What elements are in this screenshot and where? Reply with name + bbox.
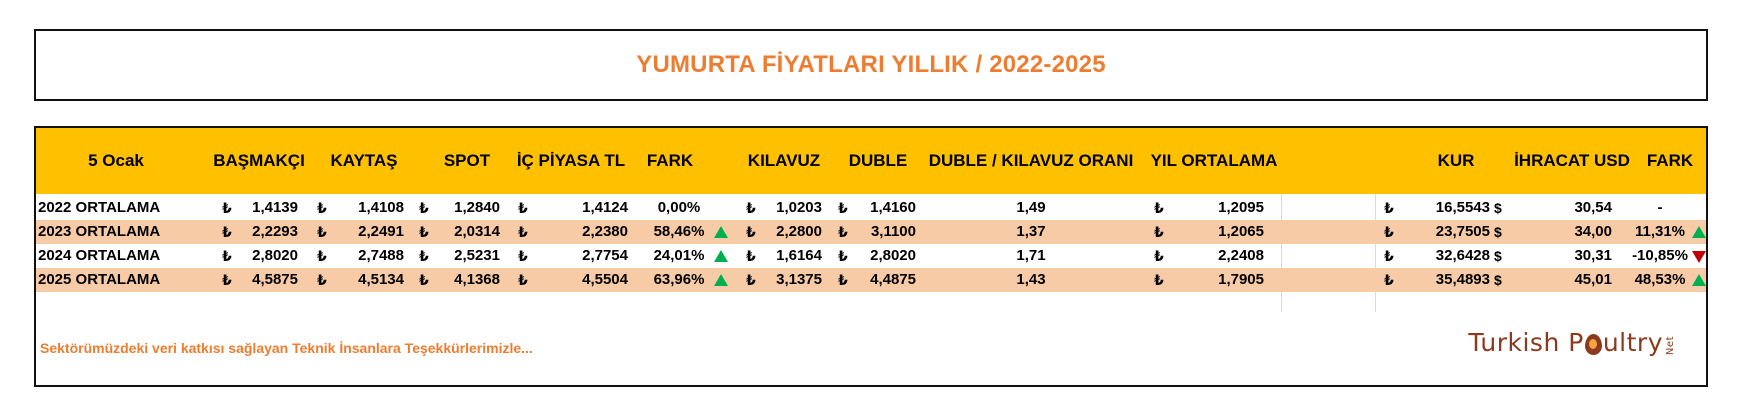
cell-oran: 1,49 bbox=[1016, 199, 1046, 216]
cell-kur: 35,4893 bbox=[1435, 271, 1490, 288]
usd-symbol: $ bbox=[1494, 248, 1502, 264]
cell-kaytas: 4,5134 bbox=[358, 271, 404, 288]
cell-fark1: 0,00% bbox=[657, 199, 701, 216]
egg-icon bbox=[1585, 334, 1602, 355]
lira-symbol: ₺ bbox=[518, 272, 528, 288]
cell-label: 2023 ORTALAMA bbox=[38, 223, 161, 240]
cell-kur: 23,7505 bbox=[1435, 223, 1490, 240]
lira-symbol: ₺ bbox=[317, 224, 327, 240]
cell-spot: 2,0314 bbox=[454, 223, 500, 240]
table-header bbox=[36, 128, 1706, 194]
lira-symbol: ₺ bbox=[518, 200, 528, 216]
lira-symbol: ₺ bbox=[746, 224, 756, 240]
trend-up-icon bbox=[714, 274, 728, 286]
cell-fark2: 48,53% bbox=[1634, 271, 1686, 288]
usd-symbol: $ bbox=[1494, 272, 1502, 288]
cell-basmakci: 2,8020 bbox=[252, 247, 298, 264]
cell-duble: 1,4160 bbox=[870, 199, 916, 216]
cell-ihracat: 30,54 bbox=[1574, 199, 1612, 216]
trend-up-icon bbox=[1692, 226, 1706, 238]
lira-symbol: ₺ bbox=[419, 224, 429, 240]
lira-symbol: ₺ bbox=[1154, 224, 1164, 240]
lira-symbol: ₺ bbox=[222, 224, 232, 240]
trend-up-icon bbox=[1692, 274, 1706, 286]
lira-symbol: ₺ bbox=[838, 248, 848, 264]
lira-symbol: ₺ bbox=[222, 200, 232, 216]
cell-basmakci: 2,2293 bbox=[252, 223, 298, 240]
cell-duble: 3,1100 bbox=[870, 223, 916, 240]
lira-symbol: ₺ bbox=[838, 272, 848, 288]
cell-ihracat: 45,01 bbox=[1574, 271, 1612, 288]
lira-symbol: ₺ bbox=[1154, 248, 1164, 264]
lira-symbol: ₺ bbox=[746, 248, 756, 264]
header-ihracat: İHRACAT USD bbox=[1514, 151, 1630, 170]
header-oran: DUBLE / KILAVUZ ORANI bbox=[928, 151, 1134, 170]
cell-label: 2022 ORTALAMA bbox=[38, 199, 161, 216]
cell-yil-ort: 2,2408 bbox=[1218, 247, 1264, 264]
table-row bbox=[36, 244, 1706, 268]
cell-label: 2025 ORTALAMA bbox=[38, 271, 161, 288]
cell-basmakci: 1,4139 bbox=[252, 199, 298, 216]
logo-suffix: Net bbox=[1665, 335, 1676, 355]
cell-kilavuz: 1,0203 bbox=[776, 199, 822, 216]
lira-symbol: ₺ bbox=[1384, 272, 1394, 288]
footer-thanks: Sektörümüzdeki veri katkısı sağlayan Teknik İnsanlara Teşekkürlerimizle... bbox=[40, 340, 533, 356]
price-table bbox=[34, 126, 1708, 387]
lira-symbol: ₺ bbox=[746, 200, 756, 216]
header-kaytas: KAYTAŞ bbox=[330, 151, 398, 170]
lira-symbol: ₺ bbox=[746, 272, 756, 288]
lira-symbol: ₺ bbox=[838, 200, 848, 216]
cell-kilavuz: 2,2800 bbox=[776, 223, 822, 240]
lira-symbol: ₺ bbox=[518, 248, 528, 264]
lira-symbol: ₺ bbox=[222, 248, 232, 264]
header-fark: FARK bbox=[646, 151, 694, 170]
lira-symbol: ₺ bbox=[317, 248, 327, 264]
cell-fark2: - bbox=[1657, 199, 1663, 216]
lira-symbol: ₺ bbox=[1384, 200, 1394, 216]
title-box bbox=[34, 29, 1708, 101]
lira-symbol: ₺ bbox=[838, 224, 848, 240]
cell-spot: 1,2840 bbox=[454, 199, 500, 216]
logo-text-2: ultry bbox=[1602, 328, 1663, 357]
cell-fark1: 24,01% bbox=[653, 247, 705, 264]
trend-down-icon bbox=[1692, 251, 1706, 263]
lira-symbol: ₺ bbox=[1384, 248, 1394, 264]
lira-symbol: ₺ bbox=[419, 248, 429, 264]
lira-symbol: ₺ bbox=[317, 200, 327, 216]
cell-duble: 4,4875 bbox=[870, 271, 916, 288]
lira-symbol: ₺ bbox=[1154, 272, 1164, 288]
usd-symbol: $ bbox=[1494, 200, 1502, 216]
header-ic-piyasa: İÇ PİYASA TL bbox=[516, 151, 626, 170]
cell-oran: 1,71 bbox=[1016, 247, 1046, 264]
lira-symbol: ₺ bbox=[1384, 224, 1394, 240]
header-duble: DUBLE bbox=[848, 151, 908, 170]
header-date: 5 Ocak bbox=[88, 151, 144, 170]
cell-spot: 4,1368 bbox=[454, 271, 500, 288]
header-yil-ortalama: YIL ORTALAMA bbox=[1150, 151, 1278, 170]
header-kilavuz: KILAVUZ bbox=[747, 151, 821, 170]
cell-fark1: 58,46% bbox=[653, 223, 705, 240]
cell-kaytas: 2,2491 bbox=[358, 223, 404, 240]
cell-oran: 1,43 bbox=[1016, 271, 1046, 288]
cell-ic-piyasa: 4,5504 bbox=[582, 271, 628, 288]
table-row bbox=[36, 220, 1706, 244]
logo-text-1: Turkish P bbox=[1468, 328, 1584, 357]
cell-oran: 1,37 bbox=[1016, 223, 1046, 240]
header-kur: KUR bbox=[1437, 151, 1475, 170]
cell-yil-ort: 1,2095 bbox=[1218, 199, 1264, 216]
cell-kur: 32,6428 bbox=[1435, 247, 1490, 264]
trend-up-icon bbox=[714, 226, 728, 238]
cell-fark1: 63,96% bbox=[653, 271, 705, 288]
cell-ihracat: 34,00 bbox=[1574, 223, 1612, 240]
cell-ihracat: 30,31 bbox=[1574, 247, 1612, 264]
cell-kilavuz: 3,1375 bbox=[776, 271, 822, 288]
cell-label: 2024 ORTALAMA bbox=[38, 247, 161, 264]
cell-kilavuz: 1,6164 bbox=[776, 247, 822, 264]
cell-fark2: -10,85% bbox=[1632, 247, 1688, 264]
lira-symbol: ₺ bbox=[317, 272, 327, 288]
header-basmakci: BAŞMAKÇI bbox=[213, 151, 305, 170]
trend-up-icon bbox=[714, 250, 728, 262]
cell-kaytas: 2,7488 bbox=[358, 247, 404, 264]
lira-symbol: ₺ bbox=[222, 272, 232, 288]
cell-yil-ort: 1,7905 bbox=[1218, 271, 1264, 288]
lira-symbol: ₺ bbox=[1154, 200, 1164, 216]
usd-symbol: $ bbox=[1494, 224, 1502, 240]
cell-kur: 16,5543 bbox=[1435, 199, 1490, 216]
cell-ic-piyasa: 2,2380 bbox=[582, 223, 628, 240]
cell-ic-piyasa: 2,7754 bbox=[582, 247, 628, 264]
header-spot: SPOT bbox=[443, 151, 491, 170]
lira-symbol: ₺ bbox=[419, 200, 429, 216]
table-row bbox=[36, 268, 1706, 292]
lira-symbol: ₺ bbox=[518, 224, 528, 240]
cell-basmakci: 4,5875 bbox=[252, 271, 298, 288]
turkish-poultry-logo bbox=[1468, 328, 1676, 357]
cell-kaytas: 1,4108 bbox=[358, 199, 404, 216]
lira-symbol: ₺ bbox=[419, 272, 429, 288]
cell-fark2: 11,31% bbox=[1634, 223, 1686, 240]
cell-spot: 2,5231 bbox=[454, 247, 500, 264]
table-row bbox=[36, 196, 1706, 220]
cell-yil-ort: 1,2065 bbox=[1218, 223, 1264, 240]
cell-duble: 2,8020 bbox=[870, 247, 916, 264]
header-fark-2: FARK bbox=[1646, 151, 1694, 170]
cell-ic-piyasa: 1,4124 bbox=[582, 199, 628, 216]
page-title: YUMURTA FİYATLARI YILLIK / 2022-2025 bbox=[636, 51, 1106, 78]
